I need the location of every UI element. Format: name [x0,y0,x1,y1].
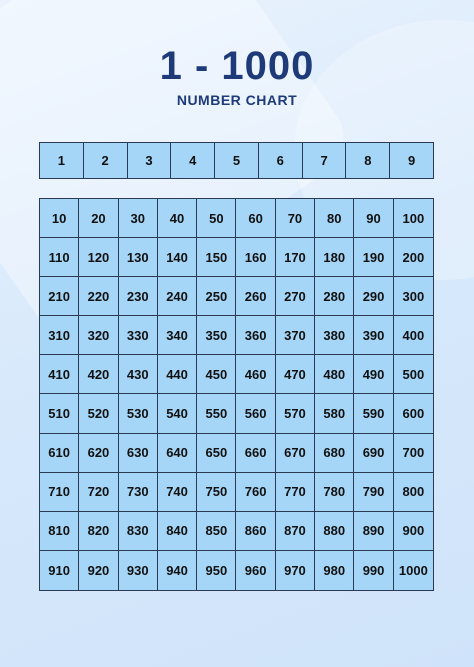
grid-cell: 150 [197,238,236,277]
grid-cell: 300 [394,277,433,316]
grid-cell: 850 [197,512,236,551]
grid-cell: 810 [40,512,79,551]
grid-cell: 540 [158,394,197,433]
grid-cell: 520 [79,394,118,433]
grid-cell: 620 [79,434,118,473]
grid-cell: 380 [315,316,354,355]
grid-cell: 430 [119,355,158,394]
grid-cell: 460 [236,355,275,394]
grid-cell: 160 [236,238,275,277]
grid-cell: 90 [354,199,393,238]
grid-cell: 410 [40,355,79,394]
grid-cell: 800 [394,473,433,512]
grid-cell: 200 [394,238,433,277]
grid-cell: 660 [236,434,275,473]
grid-cell: 420 [79,355,118,394]
grid-cell: 20 [79,199,118,238]
grid-cell: 230 [119,277,158,316]
grid-cell: 100 [394,199,433,238]
grid-cell: 740 [158,473,197,512]
grid-cell: 500 [394,355,433,394]
grid-cell: 110 [40,238,79,277]
grid-cell: 400 [394,316,433,355]
grid-cell: 470 [276,355,315,394]
grid-cell: 390 [354,316,393,355]
grid-cell: 260 [236,277,275,316]
unit-cell: 2 [84,143,128,178]
grid-cell: 560 [236,394,275,433]
grid-cell: 190 [354,238,393,277]
grid-cell: 480 [315,355,354,394]
grid-cell: 320 [79,316,118,355]
unit-cell: 6 [259,143,303,178]
grid-cell: 130 [119,238,158,277]
grid-cell: 860 [236,512,275,551]
grid-cell: 980 [315,551,354,590]
grid-cell: 670 [276,434,315,473]
grid-cell: 690 [354,434,393,473]
grid-cell: 180 [315,238,354,277]
grid-cell: 710 [40,473,79,512]
grid-cell: 970 [276,551,315,590]
grid-cell: 280 [315,277,354,316]
grid-cell: 640 [158,434,197,473]
unit-cell: 8 [346,143,390,178]
grid-cell: 360 [236,316,275,355]
grid-cell: 590 [354,394,393,433]
grid-cell: 30 [119,199,158,238]
grid-cell: 140 [158,238,197,277]
grid-cell: 920 [79,551,118,590]
grid-cell: 10 [40,199,79,238]
grid-cell: 870 [276,512,315,551]
grid-cell: 680 [315,434,354,473]
grid-cell: 80 [315,199,354,238]
grid-cell: 940 [158,551,197,590]
grid-cell: 270 [276,277,315,316]
grid-cell: 250 [197,277,236,316]
grid-cell: 350 [197,316,236,355]
grid-cell: 570 [276,394,315,433]
grid-cell: 650 [197,434,236,473]
grid-cell: 550 [197,394,236,433]
grid-cell: 450 [197,355,236,394]
grid-cell: 120 [79,238,118,277]
unit-cell: 4 [171,143,215,178]
grid-cell: 610 [40,434,79,473]
grid-cell: 330 [119,316,158,355]
grid-cell: 780 [315,473,354,512]
grid-cell: 760 [236,473,275,512]
unit-cell: 3 [128,143,172,178]
grid-cell: 510 [40,394,79,433]
grid-cell: 530 [119,394,158,433]
page-title: 1 - 1000 [159,44,315,88]
page-subtitle: NUMBER CHART [176,92,298,108]
grid-cell: 900 [394,512,433,551]
grid-cell: 1000 [398,562,428,578]
unit-cell: 1 [40,143,84,178]
grid-cell: 960 [236,551,275,590]
grid-cell: 70 [276,199,315,238]
grid-cell: 440 [158,355,197,394]
grid-cell: 910 [40,551,79,590]
grid-cell: 220 [79,277,118,316]
units-row [39,142,434,179]
grid-cell: 310 [40,316,79,355]
grid-cell: 340 [158,316,197,355]
grid-cell: 750 [197,473,236,512]
unit-cell: 5 [215,143,259,178]
grid-cell: 930 [119,551,158,590]
number-grid [39,198,434,591]
grid-cell: 720 [79,473,118,512]
grid-cell: 40 [158,199,197,238]
grid-cell: 370 [276,316,315,355]
unit-cell: 9 [408,153,416,168]
grid-cell: 890 [354,512,393,551]
grid-cell: 730 [119,473,158,512]
grid-cell: 790 [354,473,393,512]
grid-cell: 950 [197,551,236,590]
grid-cell: 580 [315,394,354,433]
grid-cell: 820 [79,512,118,551]
grid-cell: 290 [354,277,393,316]
grid-cell: 770 [276,473,315,512]
grid-cell: 990 [354,551,393,590]
unit-cell: 7 [303,143,347,178]
grid-cell: 600 [394,394,433,433]
grid-cell: 170 [276,238,315,277]
grid-cell: 700 [394,434,433,473]
grid-cell: 630 [119,434,158,473]
grid-cell: 50 [197,199,236,238]
grid-cell: 240 [158,277,197,316]
grid-cell: 490 [354,355,393,394]
grid-cell: 830 [119,512,158,551]
grid-cell: 210 [40,277,79,316]
grid-cell: 840 [158,512,197,551]
grid-cell: 880 [315,512,354,551]
grid-cell: 60 [236,199,275,238]
